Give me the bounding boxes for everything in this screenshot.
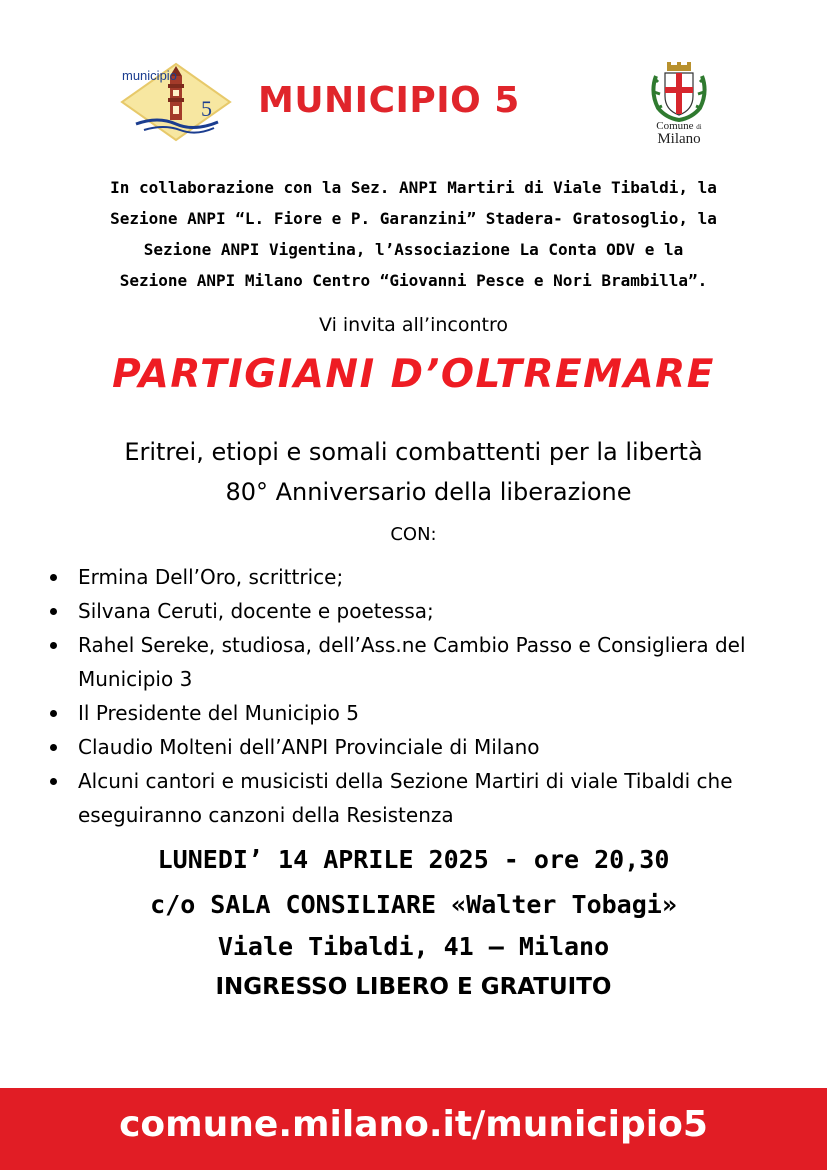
subtitle-line: Eritrei, etiopi e somali combattenti per la libertà: [124, 438, 703, 466]
event-subtitle: [0, 432, 827, 512]
event-venue: c/o SALA CONSILIARE «Walter Tobagi»: [150, 890, 677, 919]
milano-coat-of-arms-icon: [648, 62, 710, 122]
crest-label-city: Milano: [657, 131, 701, 147]
intro-line: Sezione ANPI “L. Fiore e P. Garanzini” Stadera- Gratosoglio, la: [110, 209, 717, 228]
event-date: LUNEDI’ 14 APRILE 2025 - ore 20,30: [157, 845, 670, 874]
bullet-icon: [50, 574, 57, 581]
speaker-item: [48, 730, 808, 764]
crest-label-comune: Comune: [656, 120, 694, 132]
speaker-text: Claudio Molteni dell’ANPI Provinciale di Milano: [78, 735, 540, 759]
bullet-icon: [50, 710, 57, 717]
municipio-logo-number: 5: [201, 96, 212, 121]
municipio-logo-label: municipio: [122, 68, 177, 83]
speakers-list: [48, 560, 808, 832]
speakers-heading: CON:: [390, 524, 437, 545]
event-address: Viale Tibaldi, 41 – Milano: [217, 932, 610, 961]
bullet-icon: [50, 642, 57, 649]
milano-crest: [648, 62, 710, 122]
bullet-icon: [50, 778, 57, 785]
intro-line: In collaborazione con la Sez. ANPI Martiri di Viale Tibaldi, la: [110, 178, 717, 197]
invite-line: Vi invita all’incontro: [318, 314, 509, 336]
speaker-text: Ermina Dell’Oro, scrittrice;: [78, 565, 344, 589]
milano-crest-label: [640, 120, 718, 145]
crest-label-di: di: [696, 123, 702, 131]
bullet-icon: [50, 744, 57, 751]
speaker-item: [48, 764, 808, 832]
speaker-item: [48, 628, 808, 696]
speaker-text: Il Presidente del Municipio 5: [78, 701, 359, 725]
event-entry: INGRESSO LIBERO E GRATUITO: [215, 974, 612, 1000]
collaboration-paragraph: [60, 172, 767, 296]
municipio-logo: [118, 62, 236, 142]
brand-title: MUNICIPIO 5: [258, 80, 520, 121]
speaker-item: [48, 560, 808, 594]
footer-url[interactable]: comune.milano.it/municipio5: [119, 1104, 708, 1145]
speaker-text: Rahel Sereke, studiosa, dell’Ass.ne Cambio Passo e Consigliera del Municipio 3: [78, 633, 746, 691]
intro-line: Sezione ANPI Vigentina, l’Associazione La Conta ODV e la: [143, 240, 684, 259]
event-title: PARTIGIANI D’OLTREMARE: [112, 352, 715, 397]
subtitle-line: 80° Anniversario della liberazione: [225, 478, 632, 506]
speaker-text: Silvana Ceruti, docente e poetessa;: [78, 599, 434, 623]
speaker-text: Alcuni cantori e musicisti della Sezione Martiri di viale Tibaldi che eseguiranno canzoni della Resistenza: [78, 769, 733, 827]
speaker-item: [48, 696, 808, 730]
intro-line: Sezione ANPI Milano Centro “Giovanni Pesce e Nori Brambilla”.: [119, 271, 708, 290]
speaker-item: [48, 594, 808, 628]
bullet-icon: [50, 608, 57, 615]
